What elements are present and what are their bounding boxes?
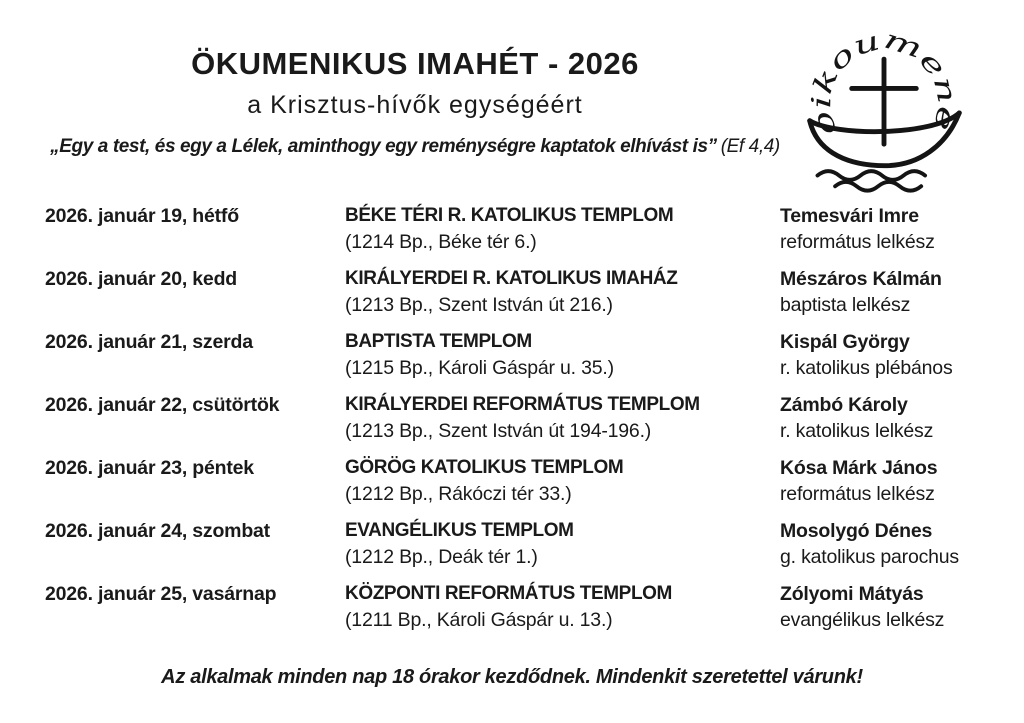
event-person [780, 392, 995, 444]
venue-address: (1212 Bp., Deák tér 1.) [345, 546, 538, 568]
event-date: 2026. január 23, péntek [45, 457, 254, 479]
oikoumene-logo-icon [796, 24, 972, 194]
footer-note: Az alkalmak minden nap 18 órakor kezdődnek. Mindenkit szeretettel várunk! [161, 666, 863, 688]
event-person [780, 203, 995, 255]
venue-address: (1213 Bp., Szent István út 216.) [345, 294, 613, 316]
scripture-quote: „Egy a test, és egy a Lélek, aminthogy egy reménységre kaptatok elhívást is” [50, 136, 717, 157]
event-date: 2026. január 22, csütörtök [45, 394, 280, 416]
venue-name: BÉKE TÉRI R. KATOLIKUS TEMPLOM [345, 205, 674, 226]
person-name: Mészáros Kálmán [780, 268, 942, 290]
venue-address: (1212 Bp., Rákóczi tér 33.) [345, 483, 572, 505]
person-name: Kósa Márk János [780, 457, 938, 479]
event-date: 2026. január 19, hétfő [45, 205, 239, 227]
person-name: Zámbó Károly [780, 394, 908, 416]
schedule-row [45, 266, 995, 318]
person-role: baptista lelkész [780, 294, 911, 316]
event-venue [345, 392, 780, 444]
page-subtitle: a Krisztus-hívők egységéért [247, 91, 583, 119]
event-date: 2026. január 24, szombat [45, 520, 270, 542]
event-date: 2026. január 25, vasárnap [45, 583, 277, 605]
event-person [780, 329, 995, 381]
person-name: Zólyomi Mátyás [780, 583, 924, 605]
page-title: ÖKUMENIKUS IMAHÉT - 2026 [191, 46, 639, 81]
schedule-row [45, 518, 995, 570]
event-venue [345, 518, 780, 570]
person-role: református lelkész [780, 231, 935, 253]
event-person [780, 581, 995, 633]
person-name: Kispál György [780, 331, 910, 353]
header [0, 46, 830, 158]
venue-name: BAPTISTA TEMPLOM [345, 331, 532, 352]
event-venue [345, 203, 780, 255]
venue-name: KIRÁLYERDEI R. KATOLIKUS IMAHÁZ [345, 268, 678, 289]
schedule-row [45, 392, 995, 444]
event-person [780, 455, 995, 507]
person-name: Mosolygó Dénes [780, 520, 933, 542]
event-date: 2026. január 21, szerda [45, 331, 253, 353]
event-date: 2026. január 20, kedd [45, 268, 237, 290]
venue-name: GÖRÖG KATOLIKUS TEMPLOM [345, 457, 624, 478]
scripture-reference: (Ef 4,4) [720, 136, 780, 157]
event-venue [345, 266, 780, 318]
event-venue [345, 581, 780, 633]
venue-address: (1211 Bp., Károli Gáspár u. 13.) [345, 609, 613, 631]
event-person [780, 518, 995, 570]
event-person [780, 266, 995, 318]
venue-name: KÖZPONTI REFORMÁTUS TEMPLOM [345, 583, 672, 604]
venue-name: KIRÁLYERDEI REFORMÁTUS TEMPLOM [345, 394, 700, 415]
venue-name: EVANGÉLIKUS TEMPLOM [345, 520, 574, 541]
person-role: r. katolikus plébános [780, 357, 953, 379]
schedule-row [45, 329, 995, 381]
venue-address: (1213 Bp., Szent István út 194-196.) [345, 420, 652, 442]
person-role: evangélikus lelkész [780, 609, 945, 631]
person-role: g. katolikus parochus [780, 546, 959, 568]
schedule-row [45, 203, 995, 255]
event-venue [345, 455, 780, 507]
person-name: Temesvári Imre [780, 205, 919, 227]
schedule-table [45, 203, 995, 644]
venue-address: (1214 Bp., Béke tér 6.) [345, 231, 537, 253]
venue-address: (1215 Bp., Károli Gáspár u. 35.) [345, 357, 614, 379]
wave-upper [818, 171, 926, 180]
event-venue [345, 329, 780, 381]
schedule-row [45, 581, 995, 633]
wave-lower [835, 182, 921, 191]
person-role: református lelkész [780, 483, 935, 505]
schedule-row [45, 455, 995, 507]
person-role: r. katolikus lelkész [780, 420, 934, 442]
scripture-quote-line [0, 136, 830, 158]
logo-arc-text: oikoumene [806, 24, 963, 140]
